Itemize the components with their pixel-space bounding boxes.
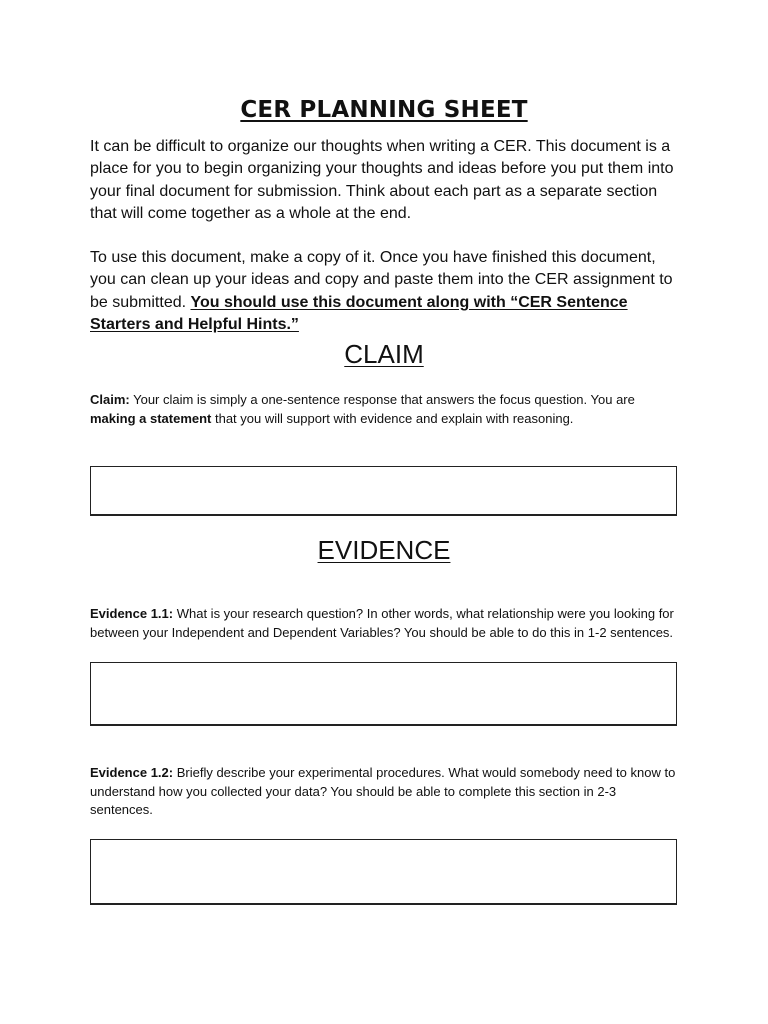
claim-prompt-bold: making a statement <box>90 410 212 426</box>
evidence-1-1-answer-box[interactable] <box>90 662 677 726</box>
claim-prompt-text-2: that you will support with evidence and explain with reasoning. <box>211 410 574 426</box>
evidence-1-1-prompt-lead: Evidence 1.1: <box>90 606 174 621</box>
claim-prompt-text-1: Your claim is simply a one-sentence response that answers the focus question. You are <box>129 392 635 407</box>
evidence-1-2-prompt-text: Briefly describe your experimental procedures. What would somebody need to know to understand how you collected your data? You should be able to complete this section in 2-3 sentences. <box>90 765 676 817</box>
intro-paragraph-2 <box>90 247 680 336</box>
intro-paragraph-1: It can be difficult to organize our thoughts when writing a CER. This document is a place for you to begin organizing your thoughts and ideas before you put them into your final document for submission. Think about each part as a separate section that will come together as a whole at the end. <box>90 138 674 222</box>
evidence-1-2-prompt-lead: Evidence 1.2: <box>90 765 174 780</box>
intro-paragraph-2-emphasis: You should use this document along with “CER Sentence Starters and Helpful Hints.” <box>90 293 628 333</box>
claim-heading: CLAIM <box>344 339 424 369</box>
page-title: CER PLANNING SHEET <box>240 97 528 123</box>
evidence-1-1-prompt-text: What is your research question? In other words, what relationship were you looking for between your Independent and Dependent Variables? You should be able to do this in 1-2 sentences. <box>90 606 674 640</box>
intro-paragraph-2-text: To use this document, make a copy of it. Once you have finished this document, you can clean up your ideas and copy and paste them into the CER assignment to be submitted. <box>90 249 673 311</box>
evidence-1-2-prompt <box>90 764 682 820</box>
evidence-1-2-answer-box[interactable] <box>90 839 677 905</box>
claim-prompt <box>90 391 682 428</box>
evidence-1-1-prompt <box>90 605 682 642</box>
evidence-heading: EVIDENCE <box>317 535 451 565</box>
claim-answer-box[interactable] <box>90 466 677 516</box>
claim-prompt-lead: Claim: <box>90 392 130 407</box>
